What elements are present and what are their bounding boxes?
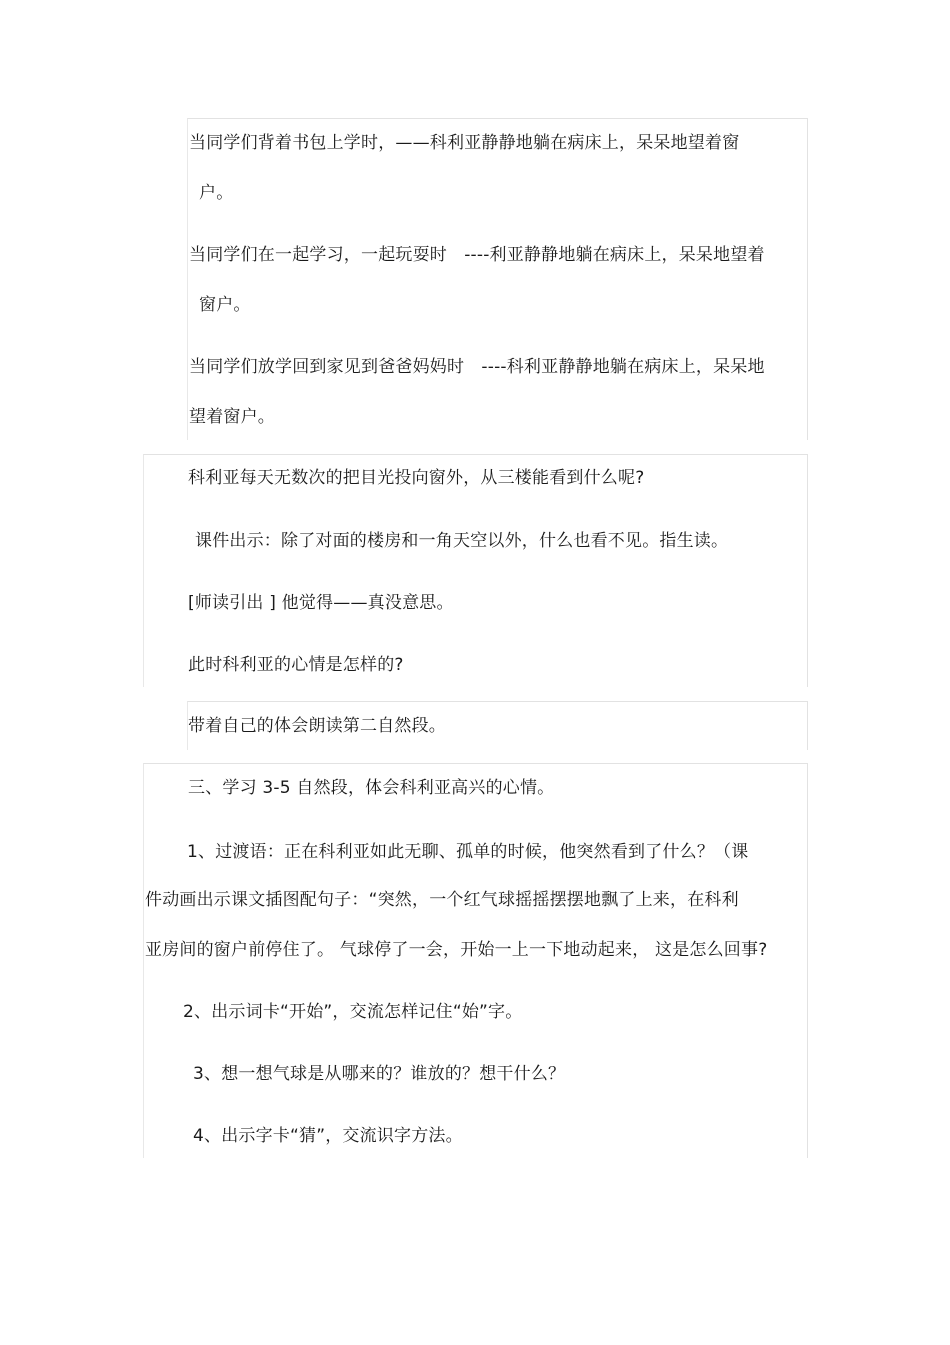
text-block-4 (143, 763, 808, 1158)
paragraph-line: 户。 (199, 183, 234, 203)
paragraph-line: 当同学们背着书包上学时，——科利亚静静地躺在病床上，呆呆地望着窗 (189, 133, 740, 153)
reading-instruction-line: 带着自己的体会朗读第二自然段。 (188, 716, 446, 736)
step-line: 亚房间的窗户前停住了。 气球停了一会，开始一上一下地动起来， 这是怎么回事? (145, 940, 768, 960)
paragraph-line: 当同学们放学回到家见到爸爸妈妈时 ----科利亚静静地躺在病床上，呆呆地 (189, 357, 765, 377)
paragraph-line: 窗户。 (199, 295, 251, 315)
section-heading: 三、学习 3-5 自然段，体会科利亚高兴的心情。 (188, 778, 555, 798)
step-line: 3、想一想气球是从哪来的？谁放的？想干什么？ (193, 1064, 566, 1084)
teacher-reading-line: [师读引出 ] 他觉得——真没意思。 (188, 593, 454, 613)
courseware-line: 课件出示：除了对面的楼房和一角天空以外，什么也看不见。指生读。 (195, 531, 729, 551)
step-line: 件动画出示课文插图配句子：“突然，一个红气球摇摇摆摆地飘了上来，在科利 (145, 890, 739, 910)
step-line: 2、出示词卡“开始”，交流怎样记住“始”字。 (183, 1002, 523, 1022)
question-line: 此时科利亚的心情是怎样的? (188, 655, 404, 675)
text-block-1 (187, 118, 808, 440)
step-line: 1、过渡语：正在科利亚如此无聊、孤单的时候，他突然看到了什么？（课 (187, 842, 749, 862)
question-line: 科利亚每天无数次的把目光投向窗外，从三楼能看到什么呢? (188, 468, 645, 488)
step-line: 4、出示字卡“猜”，交流识字方法。 (193, 1126, 463, 1146)
paragraph-line: 当同学们在一起学习，一起玩耍时 ----利亚静静地躺在病床上，呆呆地望着 (189, 245, 765, 265)
text-block-2 (143, 454, 808, 687)
paragraph-line: 望着窗户。 (189, 407, 275, 427)
